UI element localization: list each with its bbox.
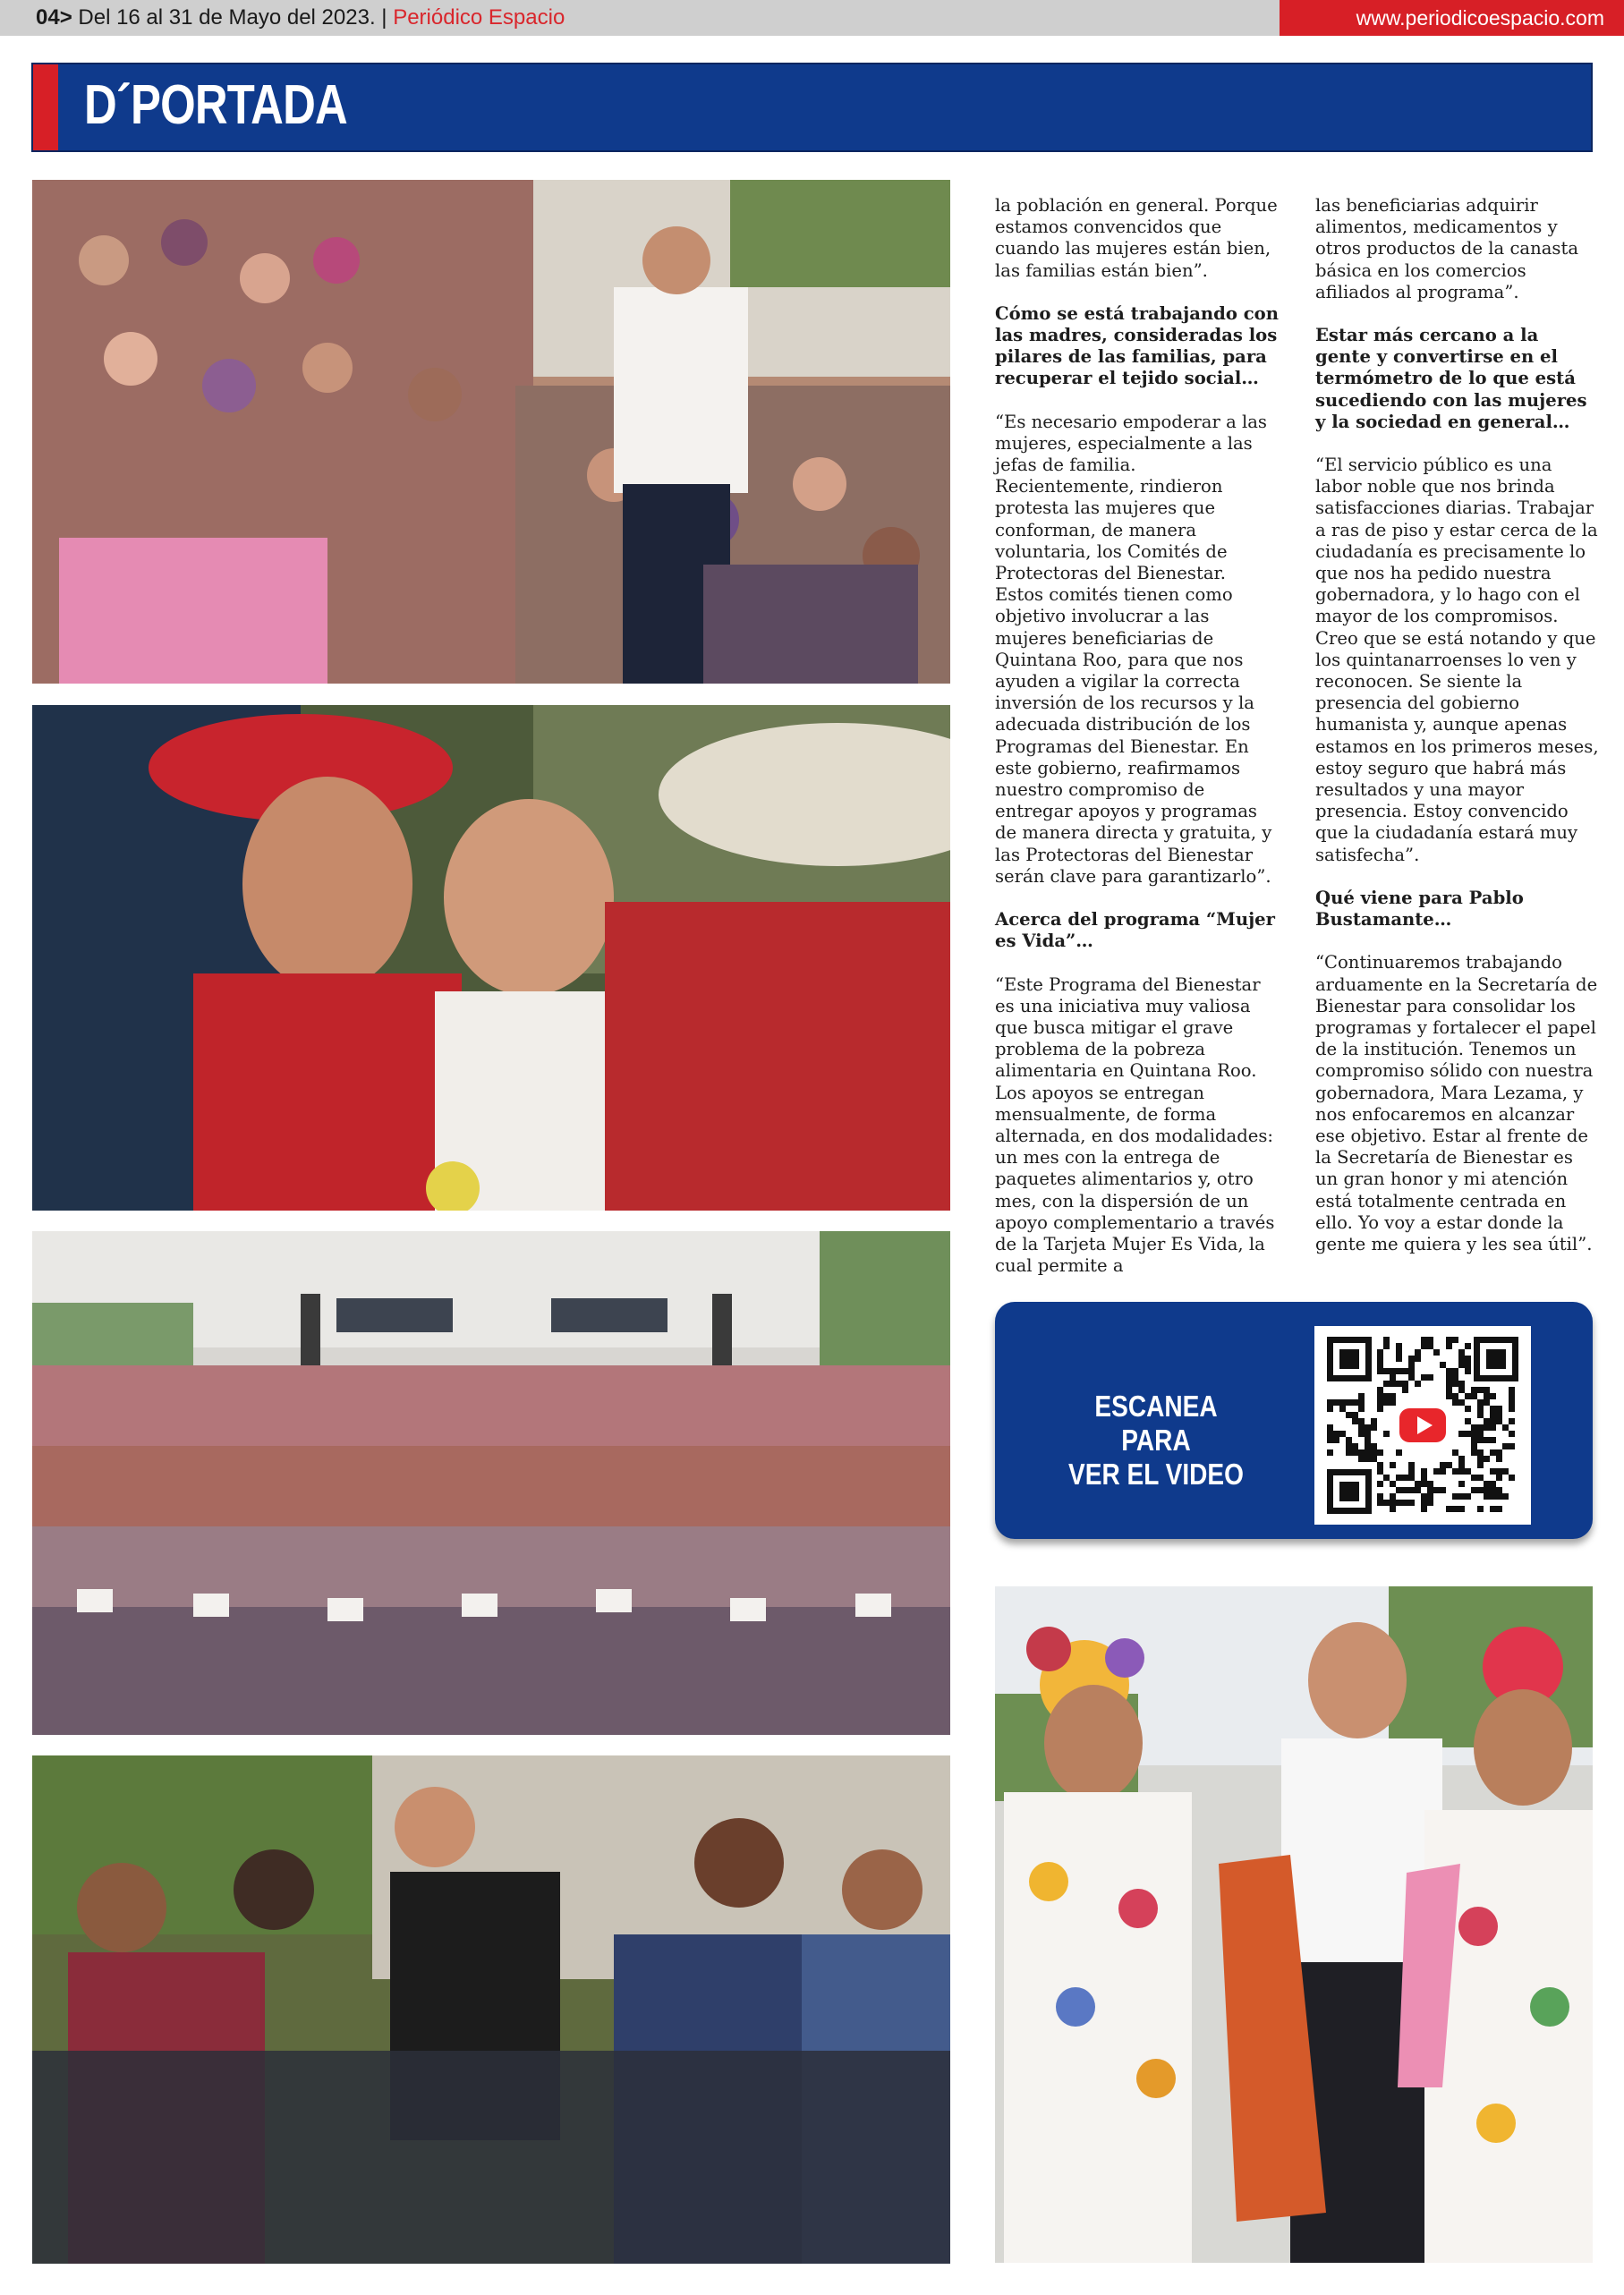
- paragraph-2: “Es necesario empoderar a las mujeres, especialmente a las jefas de familia. Recientemente, rindieron protesta las mujeres que conforman, de manera voluntaria, los Comités de Protectoras del Bienestar. Estos comités tienen como objetivo involucrar a las mujeres beneficiarias de Quintana Roo, para que nos ayuden a vigilar la correcta inversión de los recursos y la adecuada distribución de los Programas del Bienestar. En este gobierno, reafirmamos nuestro compromiso de entregar apoyos y programas de manera directa y gratuita, y las Protectoras del Bienestar serán clave para garantizarlo”.: [995, 411, 1272, 887]
- paragraph-1: la población en general. Porque estamos convencidos que cuando las mujeres están bien, las familias están bien”.: [995, 195, 1278, 281]
- article-column-1: [995, 195, 1280, 1298]
- page-number: 04>: [36, 5, 72, 30]
- section-banner: [31, 63, 1593, 152]
- photo-group-assembly: [32, 1231, 950, 1735]
- paragraph-3: “Este Programa del Bienestar es una iniciativa muy valiosa que busca mitigar el grave problema de la pobreza alimentaria en Quintana Roo. Los apoyos se entregan mensualmente, de forma alternada, en dos modalidades: un mes con la entrega de paquetes alimentarios y, otro mes, con la dispersión de un apoyo complementario a través de la Tarjeta Mujer Es Vida, la cual permite a: [995, 973, 1275, 1277]
- paragraph-4: las beneficiarias adquirir alimentos, medicamentos y otros productos de la canasta básica en los comercios afiliados al programa”.: [1315, 195, 1579, 302]
- publication-name: Periódico Espacio: [393, 5, 565, 30]
- photo-women-net: [32, 1755, 950, 2264]
- banner-accent: [33, 64, 58, 150]
- photo-meeting-hats: [32, 705, 950, 1211]
- question-2: Acerca del programa “Mujer es Vida”…: [995, 909, 1275, 952]
- section-title: D´PORTADA: [84, 74, 347, 136]
- header-separator: |: [381, 5, 387, 30]
- paragraph-6: “Continuaremos trabajando arduamente en la Secretaría de Bienestar para consolidar los programas y fortalecer el papel de la institución. Tenemos un compromiso sólido con nuestra gobernadora, Mara Lezama, y nos enfocaremos en alcanzar ese objetivo. Estar al frente de la Secretaría de Bienestar es un gran honor y mi atención está totalmente centrada en ello. Yo voy a estar donde la gente me quiera y les sea útil”.: [1315, 952, 1598, 1254]
- website-url[interactable]: www.periodicoespacio.com: [1280, 0, 1624, 36]
- photo-crowd-bleachers: [32, 180, 950, 684]
- qr-code[interactable]: [1314, 1326, 1531, 1525]
- qr-label: [1058, 1390, 1255, 1492]
- article-column-2: [1315, 195, 1600, 1277]
- qr-label-line-2: VER EL VIDEO: [1068, 1458, 1244, 1491]
- issue-info: [36, 5, 565, 30]
- qr-label-line-1: ESCANEA PARA: [1094, 1390, 1218, 1457]
- youtube-play-icon: [1392, 1395, 1453, 1456]
- question-3: Estar más cercano a la gente y convertirse en el termómetro de lo que está sucediendo con las mujeres y la sociedad en general…: [1315, 325, 1587, 432]
- qr-promo-box[interactable]: [995, 1302, 1593, 1539]
- question-4: Qué viene para Pablo Bustamante…: [1315, 887, 1524, 931]
- issue-date: Del 16 al 31 de Mayo del 2023.: [78, 5, 376, 30]
- question-1: Cómo se está trabajando con las madres, consideradas los pilares de las familias, para recuperar el tejido social…: [995, 302, 1280, 389]
- photo-traditional-dancers: [995, 1586, 1593, 2263]
- paragraph-5: “El servicio público es una labor noble que nos brinda satisfacciones diarias. Trabajar a ras de piso y estar cerca de la ciudadanía es precisamente lo que nos ha pedido nuestra gobernadora, y lo hago con el mayor de los compromisos. Creo que se está notando y que los quintanarroenses lo ven y reconocen. Se siente la presencia del gobierno humanista y, aunque apenas estamos en los primeros meses, estoy seguro que habrá más resultados y una mayor presencia. Estoy convencido que la ciudadanía estará muy satisfecha”.: [1315, 455, 1599, 865]
